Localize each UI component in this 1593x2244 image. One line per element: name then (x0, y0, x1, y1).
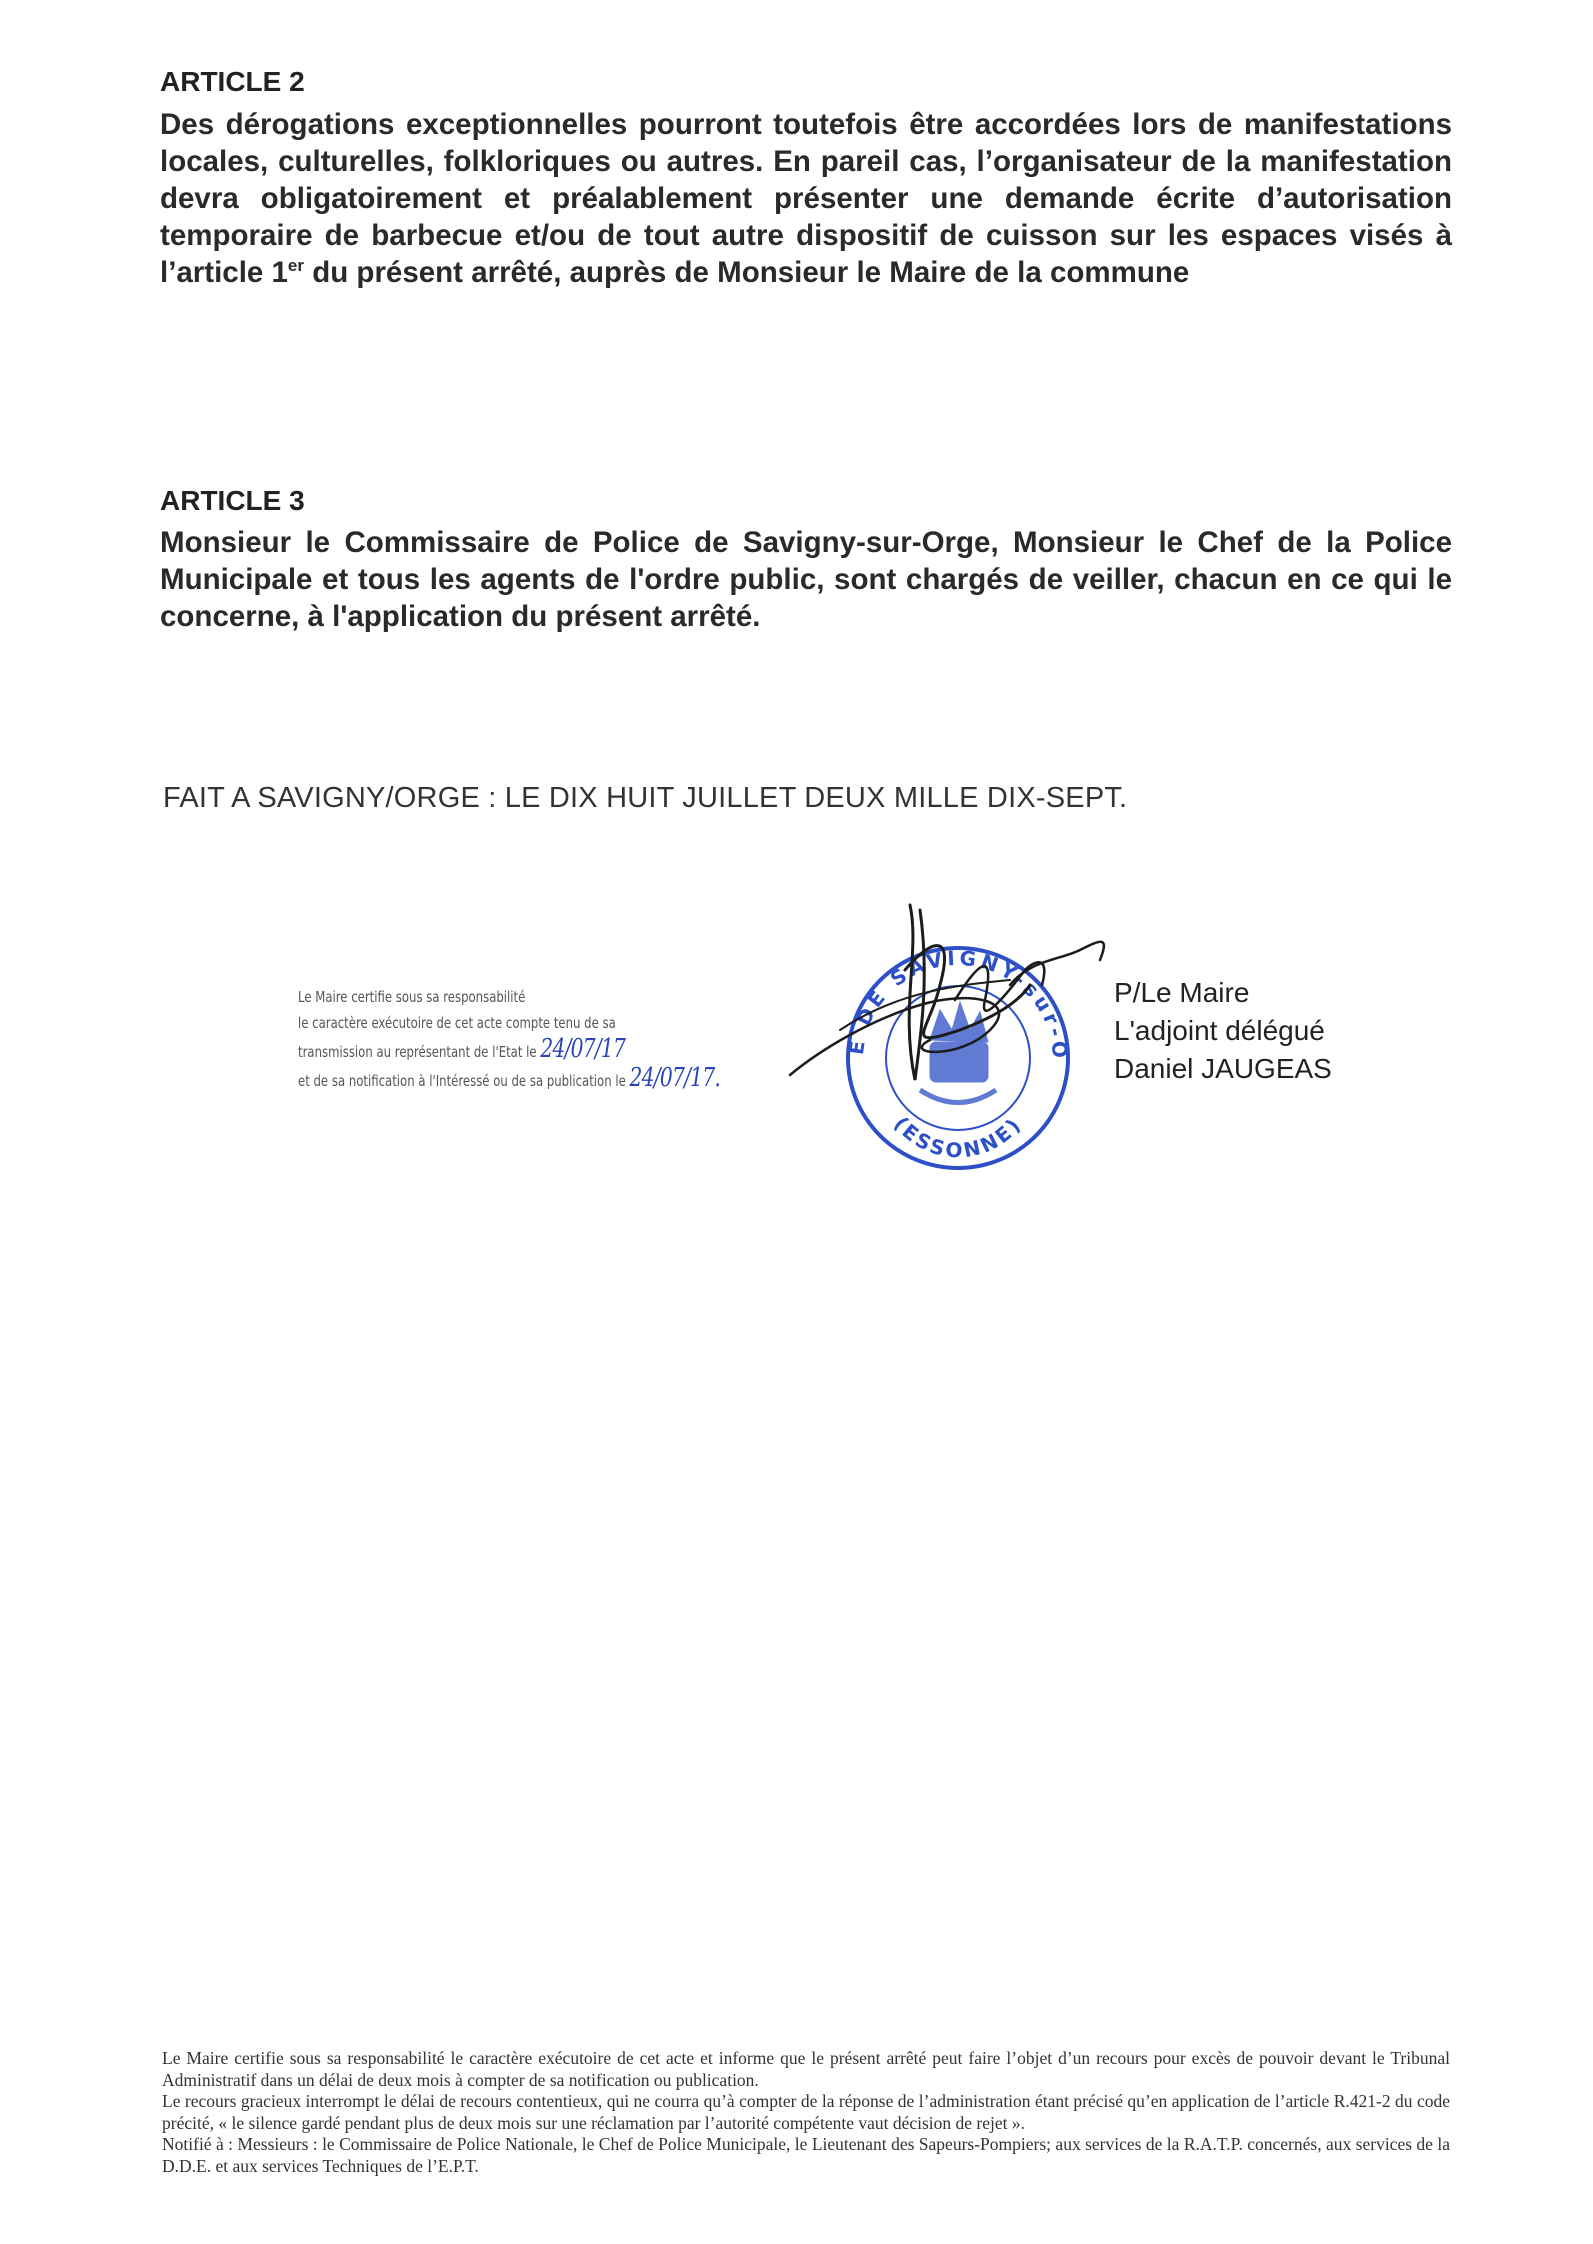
signatory-line-2: L'adjoint délégué (1114, 1015, 1325, 1046)
article-2-superscript: er (287, 256, 304, 276)
article-3-text: Monsieur le Commissaire de Police de Savigny-sur-Orge, Monsieur le Chef de la Police Municipale et tous les agents de l'ordre public, sont chargés de veiller, chacun en ce qui le concerne, à l'application du présent arrêté. (160, 526, 1452, 633)
article-3-title: ARTICLE 3 (160, 485, 305, 516)
article-2-text-part1: Des dérogations exceptionnelles pourront toutefois être accordées lors de manifestations locales, culturelles, folkloriques ou autres. En pareil cas, l’organisateur de la manifestation devra obligatoirement et préalablement présenter une demande écrite d’autorisation temporaire de barbecue et/ou de tout autre dispositif de cuisson sur les espaces visés à l’article 1 (160, 108, 1452, 289)
footer-paragraph-1: Le Maire certifie sous sa responsabilité le caractère exécutoire de cet acte et informe que le présent arrêté peut faire l’objet d’un recours pour excès de pouvoir devant le Tribunal Administratif dans un délai de deux mois à compter de sa notification ou publication. (162, 2048, 1450, 2090)
footer-paragraph-2: Le recours gracieux interrompt le délai de recours contentieux, qui ne courra qu’à compter de la réponse de l’administration étant précisé qu’en application de l’article R.421-2 du code précité, « le silence gardé pendant plus de deux mois sur une réclamation par l’autorité compétente vaut décision de rejet ». (162, 2091, 1450, 2133)
seal-bottom-text: (ESSONNE) (889, 1111, 1027, 1163)
certification-line-3: transmission au représentant de l'Etat le 24/07/17 (298, 1034, 626, 1064)
seal-top-text: E DE SAVIGNY-sur-O (843, 945, 1073, 1063)
stamp-and-signature (780, 890, 1130, 1190)
certification-line-2: le caractère exécutoire de cet acte compte tenu de sa (298, 1014, 616, 1032)
certification-line-4: et de sa notification à l'Intéressé ou de sa publication le 24/07/17. (298, 1063, 721, 1093)
article-2-title: ARTICLE 2 (160, 66, 305, 97)
footer-paragraph-3: Notifié à : Messieurs : le Commissaire de Police Nationale, le Chef de Police Municipale, le Lieutenant des Sapeurs-Pompiers; aux services de la R.A.T.P. concernés, aux services de la D.D.E. et aux services Techniques de l’E.P.T. (162, 2134, 1450, 2176)
article-2-text (160, 106, 1452, 291)
official-seal-icon (780, 890, 1130, 1190)
signatory-line-1: P/Le Maire (1114, 977, 1250, 1008)
legal-footer (162, 2048, 1450, 2177)
certification-stamp-text (298, 984, 720, 1094)
signatory-name: Daniel JAUGEAS (1114, 1053, 1332, 1084)
certification-line-1: Le Maire certifie sous sa responsabilité (298, 988, 526, 1006)
article-2-text-part2: du présent arrêté, auprès de Monsieur le Maire de la commune (304, 256, 1190, 289)
signatory-block (1114, 974, 1332, 1088)
publication-date: 24/07/17. (629, 1063, 721, 1093)
place-and-date: FAIT A SAVIGNY/ORGE : LE DIX HUIT JUILLET DEUX MILLE DIX-SEPT. (163, 782, 1128, 814)
transmission-date: 24/07/17 (540, 1034, 626, 1064)
